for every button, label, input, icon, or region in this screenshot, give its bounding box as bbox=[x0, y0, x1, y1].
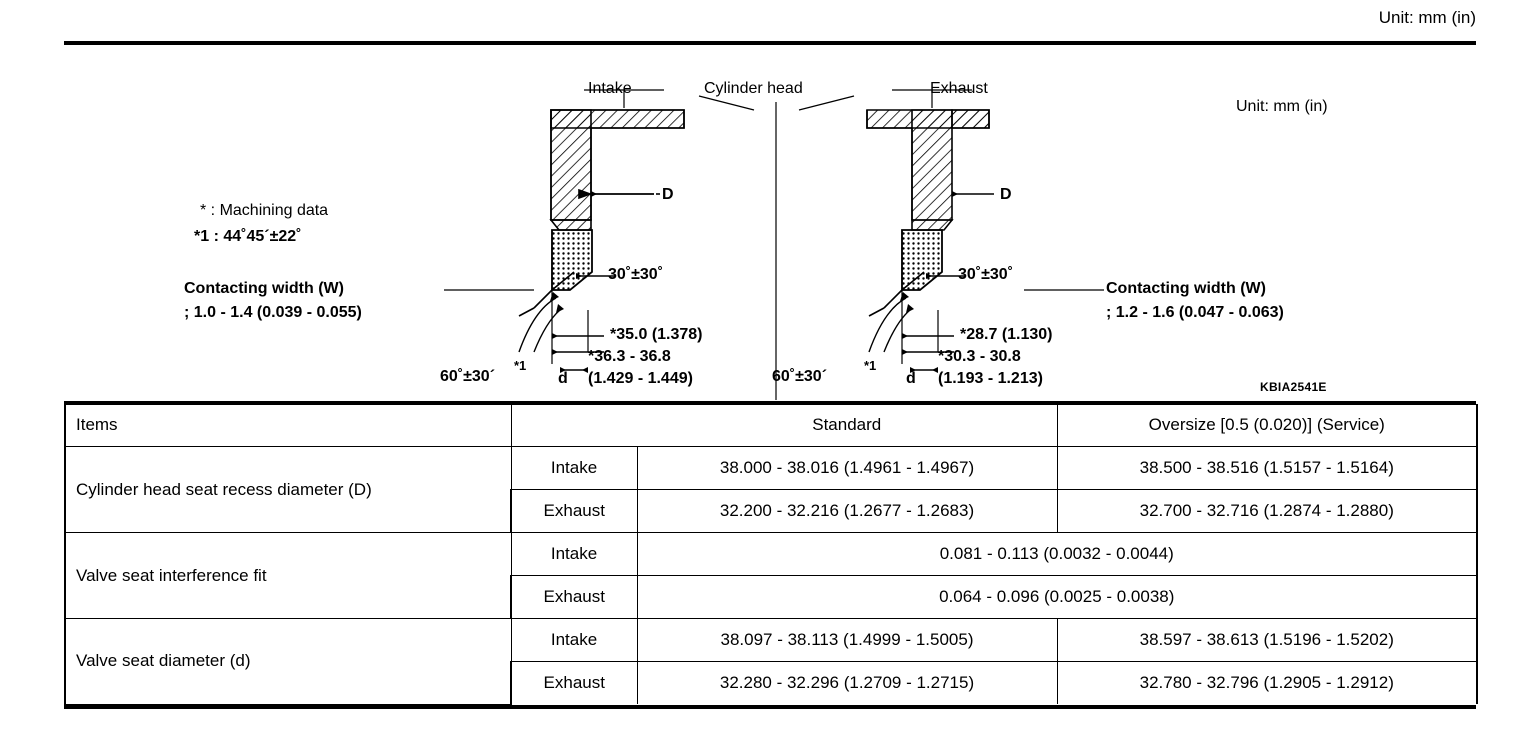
angle-30-right: 30˚±30˚ bbox=[958, 266, 1014, 283]
spec-table-wrap bbox=[64, 404, 1476, 705]
contact-width-left-title: Contacting width (W) bbox=[184, 280, 344, 297]
contact-width-right-title: Contacting width (W) bbox=[1106, 280, 1266, 297]
spec-table bbox=[64, 404, 1478, 705]
valve-seat-diagram bbox=[64, 52, 1476, 400]
row-item-0: Cylinder head seat recess diameter (D) bbox=[65, 447, 511, 533]
dim-d-small-right: d bbox=[906, 370, 916, 387]
angle-60-right: 60˚±30´ bbox=[772, 368, 828, 385]
row-sub-1-1: Exhaust bbox=[511, 576, 637, 619]
dim-left-2: *36.3 - 36.8 bbox=[588, 348, 671, 365]
figure-code: KBIA2541E bbox=[1260, 380, 1327, 394]
dim-d-small-left: d bbox=[558, 370, 568, 387]
row-sub-0-0: Intake bbox=[511, 447, 637, 490]
star1-right: *1 bbox=[864, 358, 877, 373]
header-oversize: Oversize [0.5 (0.020)] (Service) bbox=[1057, 404, 1477, 447]
row-std-1-1: 0.064 - 0.096 (0.0025 - 0.0038) bbox=[637, 576, 1477, 619]
figure-unit-note: Unit: mm (in) bbox=[1236, 98, 1328, 115]
table-row bbox=[65, 447, 1477, 490]
dim-right-3: (1.193 - 1.213) bbox=[938, 370, 1043, 387]
top-rule bbox=[64, 41, 1476, 45]
contact-width-left-value: ; 1.0 - 1.4 (0.039 - 0.055) bbox=[184, 304, 362, 321]
row-std-2-1: 32.280 - 32.296 (1.2709 - 1.2715) bbox=[637, 662, 1057, 705]
row-std-2-0: 38.097 - 38.113 (1.4999 - 1.5005) bbox=[637, 619, 1057, 662]
dim-right-2: *30.3 - 30.8 bbox=[938, 348, 1021, 365]
table-row bbox=[65, 533, 1477, 576]
note-machining-angle: *1 : 44˚45´±22˚ bbox=[194, 228, 302, 245]
dim-d-left: D bbox=[662, 186, 674, 203]
dim-left-3: (1.429 - 1.449) bbox=[588, 370, 693, 387]
header-items: Items bbox=[65, 404, 511, 447]
row-over-2-0: 38.597 - 38.613 (1.5196 - 1.5202) bbox=[1057, 619, 1477, 662]
angle-60-left: 60˚±30´ bbox=[440, 368, 496, 385]
row-std-0-0: 38.000 - 38.016 (1.4961 - 1.4967) bbox=[637, 447, 1057, 490]
row-over-0-0: 38.500 - 38.516 (1.5157 - 1.5164) bbox=[1057, 447, 1477, 490]
label-intake: Intake bbox=[588, 80, 632, 97]
header-blank bbox=[511, 404, 637, 447]
table-row bbox=[65, 619, 1477, 662]
star1-left: *1 bbox=[514, 358, 527, 373]
header-standard: Standard bbox=[637, 404, 1057, 447]
table-header-row bbox=[65, 404, 1477, 447]
row-item-2: Valve seat diameter (d) bbox=[65, 619, 511, 705]
unit-note-top: Unit: mm (in) bbox=[1378, 8, 1476, 27]
dim-d-right: D bbox=[1000, 186, 1012, 203]
table-bottom-rule bbox=[64, 705, 1476, 709]
dim-left-1: *35.0 (1.378) bbox=[610, 326, 703, 343]
row-sub-2-0: Intake bbox=[511, 619, 637, 662]
row-sub-0-1: Exhaust bbox=[511, 490, 637, 533]
label-exhaust: Exhaust bbox=[930, 80, 988, 97]
row-item-1: Valve seat interference fit bbox=[65, 533, 511, 619]
dim-right-1: *28.7 (1.130) bbox=[960, 326, 1053, 343]
row-sub-2-1: Exhaust bbox=[511, 662, 637, 705]
row-sub-1-0: Intake bbox=[511, 533, 637, 576]
label-cylinder-head: Cylinder head bbox=[704, 80, 803, 97]
contact-width-right-value: ; 1.2 - 1.6 (0.047 - 0.063) bbox=[1106, 304, 1284, 321]
note-machining-data: * : Machining data bbox=[200, 202, 329, 219]
angle-30-left: 30˚±30˚ bbox=[608, 266, 664, 283]
row-over-2-1: 32.780 - 32.796 (1.2905 - 1.2912) bbox=[1057, 662, 1477, 705]
row-std-0-1: 32.200 - 32.216 (1.2677 - 1.2683) bbox=[637, 490, 1057, 533]
table-top-rule bbox=[64, 401, 1476, 405]
row-std-1-0: 0.081 - 0.113 (0.0032 - 0.0044) bbox=[637, 533, 1477, 576]
row-over-0-1: 32.700 - 32.716 (1.2874 - 1.2880) bbox=[1057, 490, 1477, 533]
